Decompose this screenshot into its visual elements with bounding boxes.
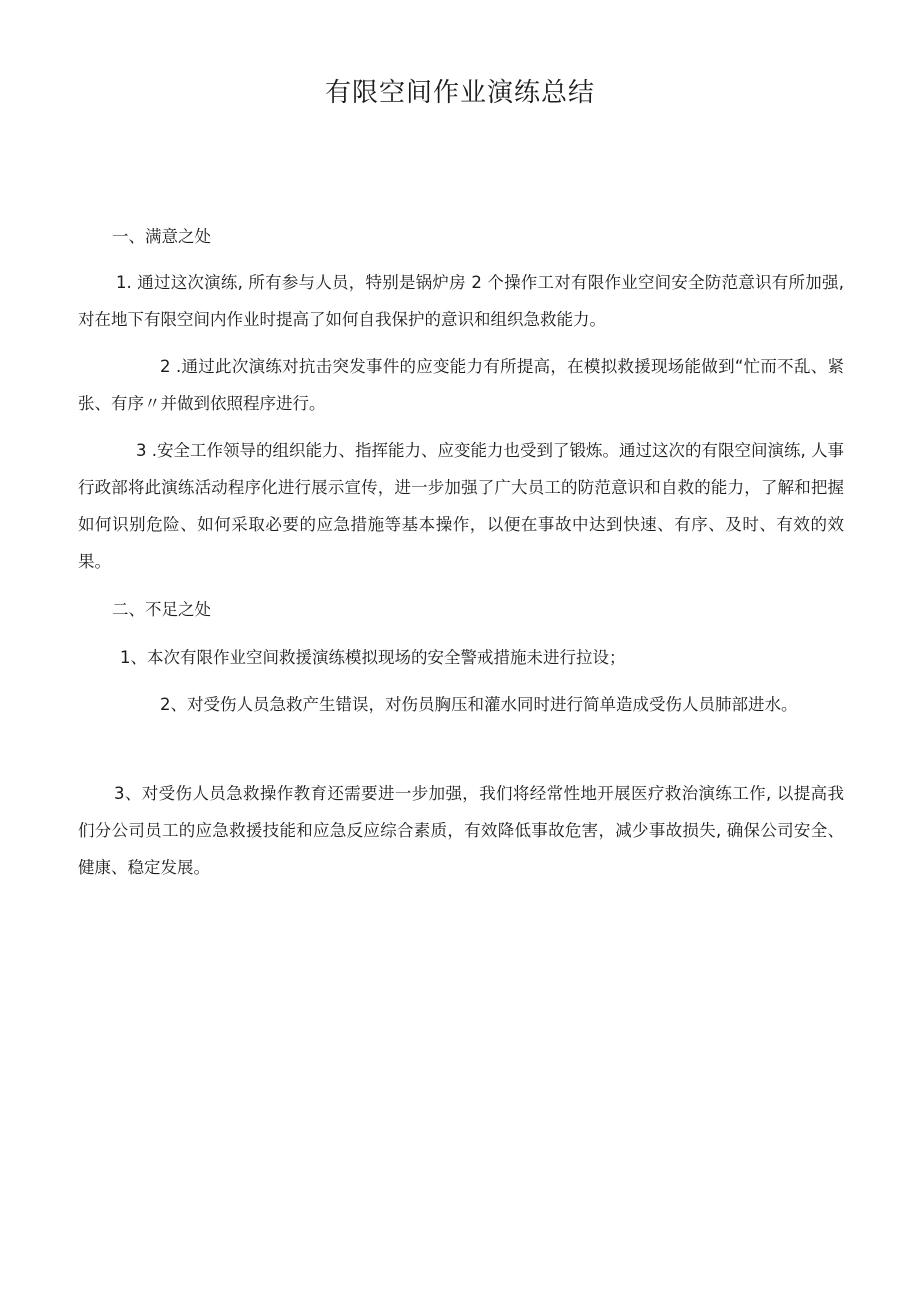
section-heading-satisfactory: 一、满意之处 [112,227,211,246]
paragraph-item-2: 2 .通过此次演练对抗击突发事件的应变能力有所提高，在模拟救援现场能做到“忙而不乱、紧张、有序〃并做到依照程序进行。 [78,357,844,413]
document-title: 有限空间作业演练总结 [324,78,595,108]
paragraph-item-3: 3 .安全工作领导的组织能力、指挥能力、应变能力也受到了锻炼。通过这次的有限空间演练, 人事行政部将此演练活动程序化进行展示宣传，进一步加强了广大员工的防范意识和自救的能力，了解和把握如何识别危险、如何采取必要的应急措施等基本操作，以便在事故中达到快速、有序、及时、有效的效果。 [78,441,844,571]
shortcoming-item-3: 3、对受伤人员急救操作教育还需要进一步加强，我们将经常性地开展医疗救治演练工作, 以提高我们分公司员工的应急救援技能和应急反应综合素质，有效降低事故危害，减少事故损失, 确保公司安全、健康、稳定发展。 [78,784,844,877]
shortcoming-item-1: 1、本次有限作业空间救援演练模拟现场的安全警戒措施未进行拉设； [120,648,626,667]
shortcoming-item-2: 2、对受伤人员急救产生错误，对伤员胸压和灌水同时进行简单造成受伤人员肺部进水。 [160,695,798,714]
paragraph-item-1: 1. 通过这次演练, 所有参与人员，特别是锅炉房 2 个操作工对有限作业空间安全防范意识有所加强, 对在地下有限空间内作业时提高了如何自我保护的意识和组织急救能力。 [78,273,844,329]
section-heading-shortcomings: 二、不足之处 [112,600,211,619]
